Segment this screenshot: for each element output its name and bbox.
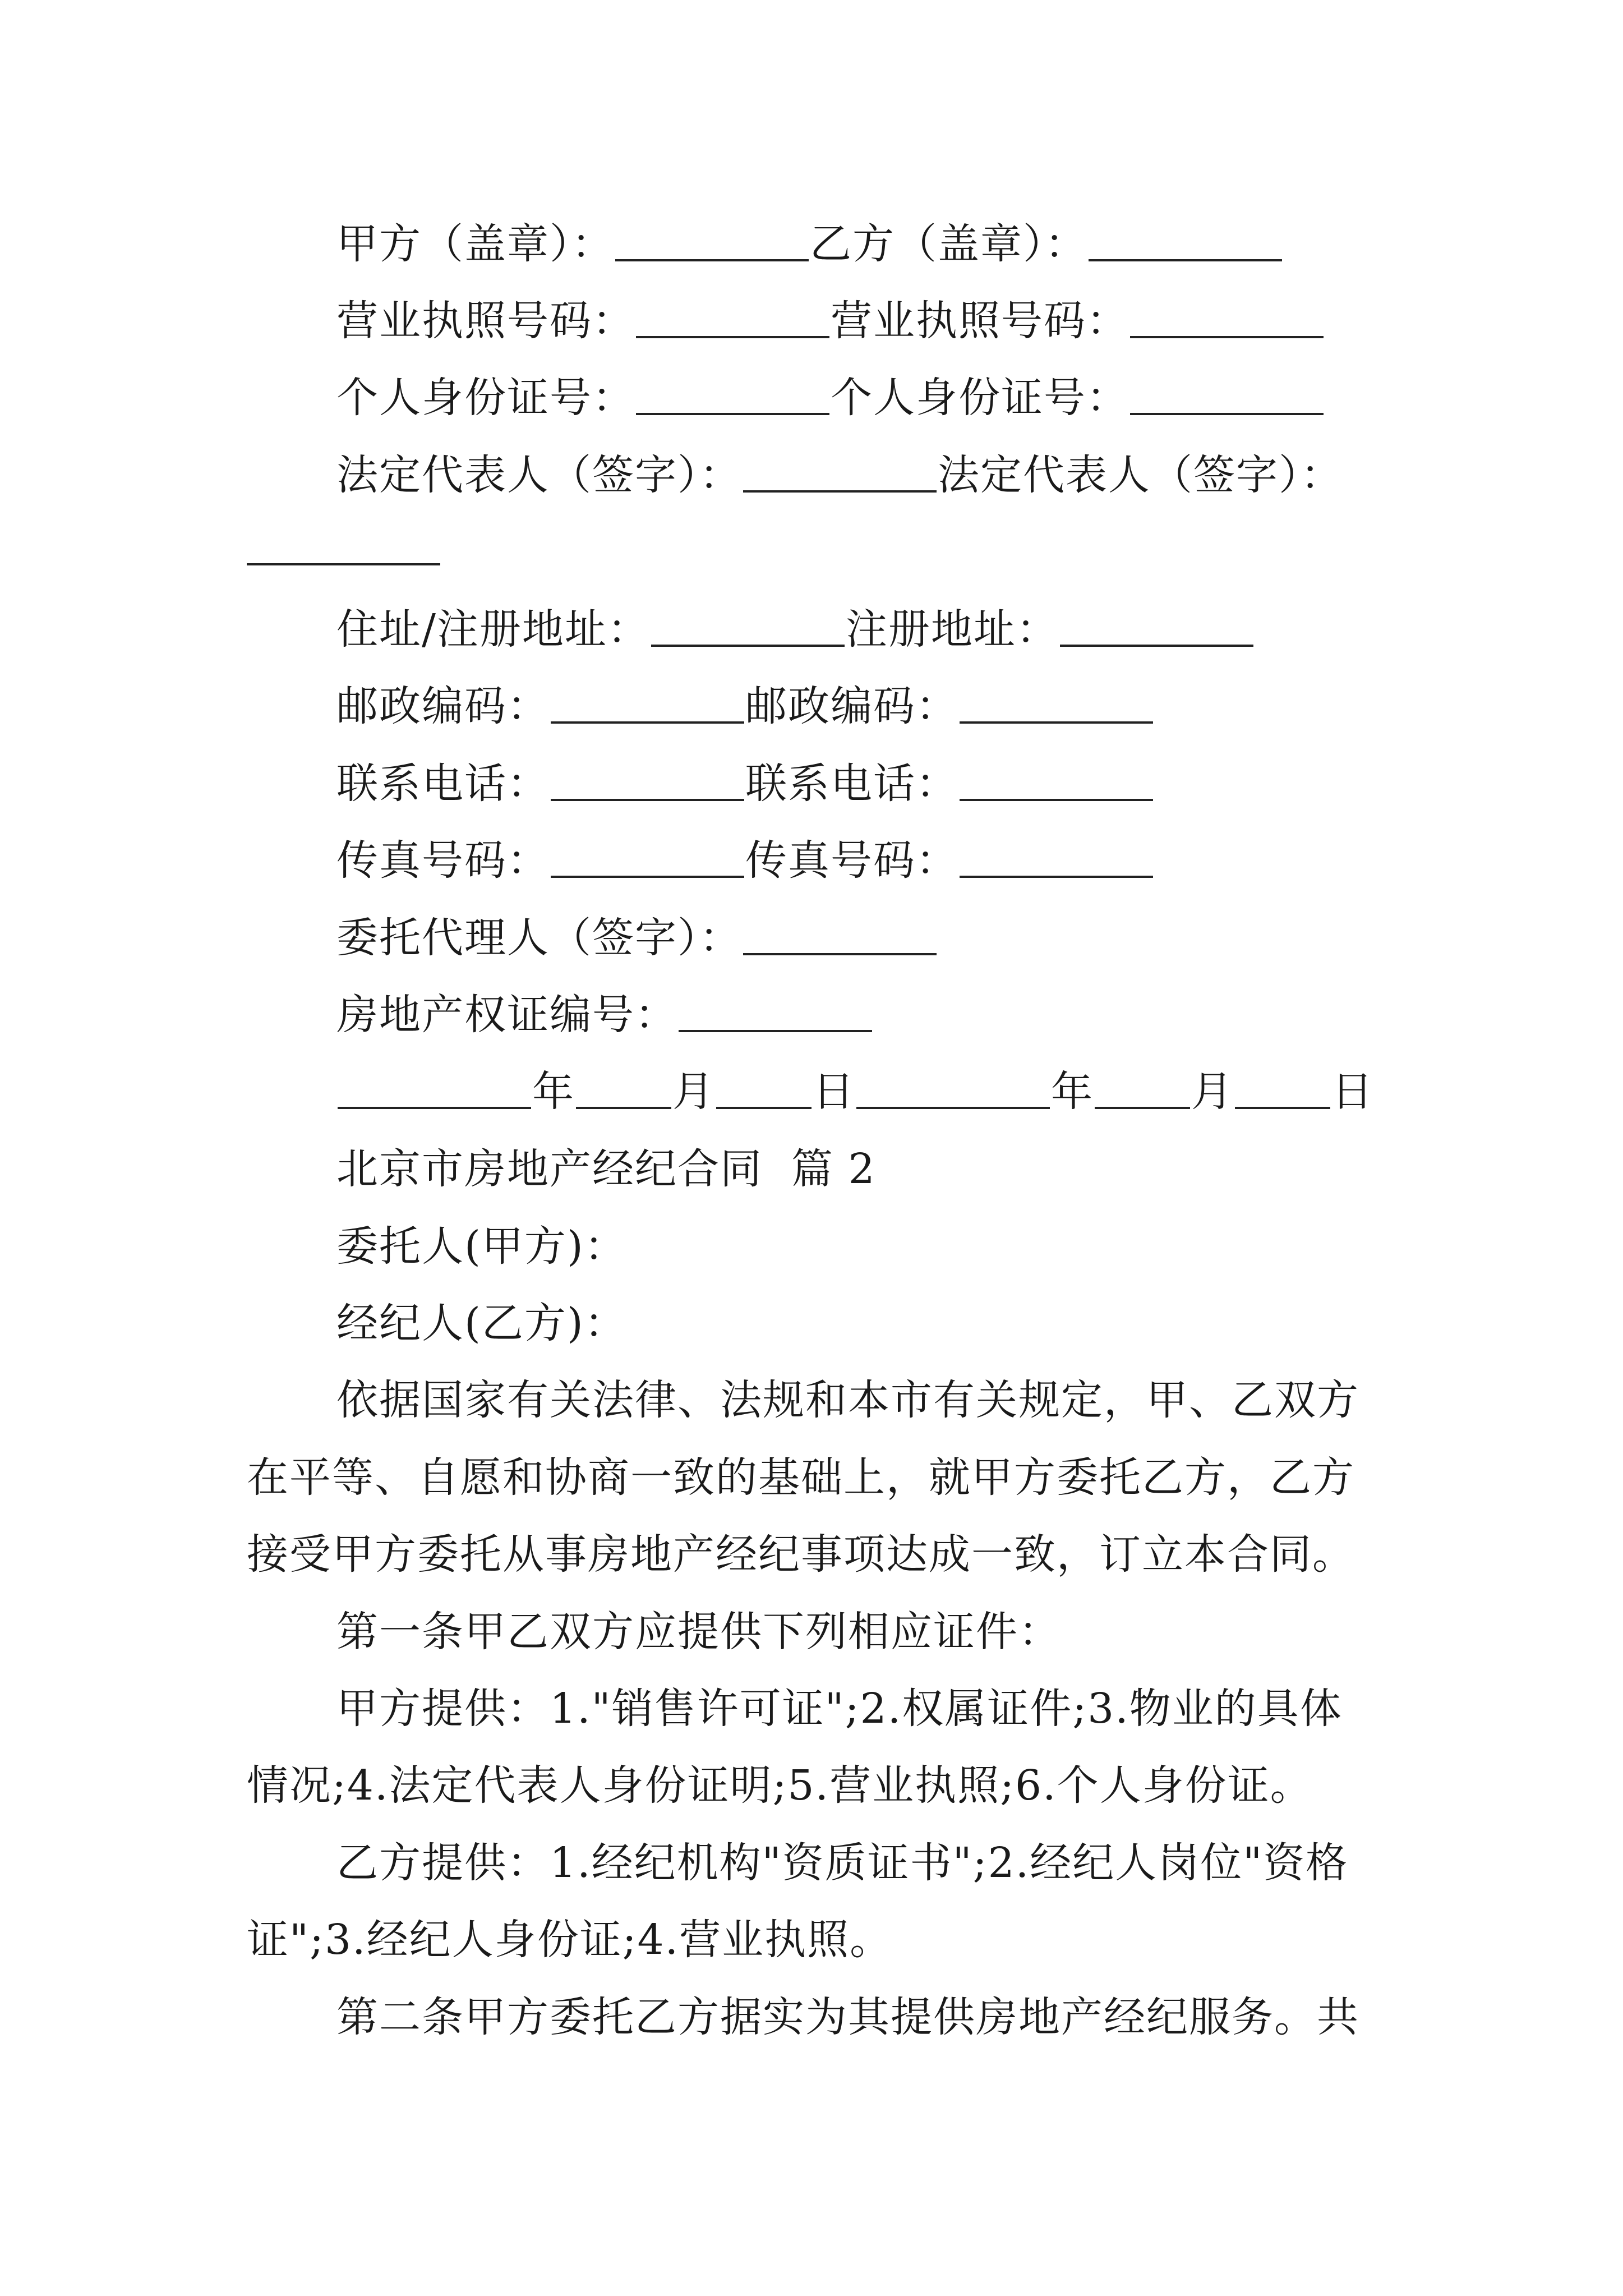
fill-blank-wrapped: [247, 563, 440, 565]
fill-blank: [1089, 259, 1282, 261]
month-label: 月: [672, 1068, 715, 1116]
year-label: 年: [1051, 1068, 1094, 1116]
fill-blank: [636, 336, 829, 338]
postcode-b-label: 邮政编码：: [745, 682, 958, 730]
fax-b-label: 传真号码：: [745, 836, 958, 885]
cert-no-label: 房地产权证编号：: [336, 991, 677, 1039]
fill-blank: [1095, 1107, 1190, 1109]
article-2-line: 第二条甲方委托乙方据实为其提供房地产经纪服务。共: [336, 1993, 1359, 2041]
cert-number-line: [336, 991, 873, 1039]
legal-rep-line: [336, 451, 1343, 499]
fill-blank: [576, 1107, 671, 1109]
fax-line: [336, 836, 1154, 885]
fill-blank: [716, 1107, 811, 1109]
fill-blank: [551, 799, 744, 801]
fill-blank: [1060, 645, 1253, 647]
intro-line-1: 依据国家有关法律、法规和本市有关规定，甲、乙双方: [336, 1376, 1359, 1424]
id-number-line: [336, 374, 1325, 422]
fill-blank: [636, 413, 829, 415]
agent-line: [336, 914, 938, 962]
phone-b-label: 联系电话：: [745, 760, 958, 808]
month-label: 月: [1191, 1068, 1234, 1116]
fax-a-label: 传真号码：: [336, 836, 550, 885]
fill-blank: [338, 1107, 531, 1109]
address-line: [336, 605, 1255, 654]
date-line: [336, 1068, 1374, 1116]
article-1-party-b-line-2: 证";3.经纪人身份证;4.营业执照。: [247, 1916, 893, 1964]
postcode-line: [336, 682, 1154, 730]
fill-blank: [551, 721, 744, 724]
fill-blank: [960, 721, 1153, 724]
phone-line: [336, 760, 1154, 808]
license-no-b-label: 营业执照号码：: [831, 297, 1129, 345]
party-b-seal-label: 乙方（盖章）：: [810, 220, 1087, 268]
fill-blank: [743, 490, 937, 493]
fill-blank: [960, 876, 1153, 878]
fill-blank: [743, 953, 937, 955]
address-b-label: 注册地址：: [845, 605, 1059, 654]
fill-blank: [1130, 336, 1324, 338]
legal-rep-b-label: 法定代表人（签字）：: [938, 451, 1343, 499]
legal-rep-a-label: 法定代表人（签字）：: [336, 451, 742, 499]
party-seal-line: [336, 220, 1283, 268]
license-no-a-label: 营业执照号码：: [336, 297, 635, 345]
fill-blank: [651, 645, 845, 647]
article-1-heading: 第一条甲乙双方应提供下列相应证件：: [336, 1608, 1061, 1656]
fill-blank: [679, 1030, 872, 1032]
fill-blank: [615, 259, 809, 261]
agent-label: 委托代理人（签字）：: [336, 914, 742, 962]
fill-blank: [1235, 1107, 1330, 1109]
id-no-b-label: 个人身份证号：: [831, 374, 1129, 422]
license-number-line: [336, 297, 1325, 345]
client-line: 委托人(甲方)：: [336, 1222, 627, 1271]
id-no-a-label: 个人身份证号：: [336, 374, 635, 422]
fill-blank: [960, 799, 1153, 801]
article-1-party-b-line-1: 乙方提供：1.经纪机构"资质证书";2.经纪人岗位"资格: [336, 1839, 1349, 1887]
year-label: 年: [532, 1068, 575, 1116]
fill-blank: [551, 876, 744, 878]
day-label: 日: [813, 1068, 855, 1116]
intro-line-2: 在平等、自愿和协商一致的基础上，就甲方委托乙方，乙方: [247, 1453, 1355, 1502]
fill-blank: [1130, 413, 1324, 415]
section-title: 北京市房地产经纪合同 篇 2: [336, 1145, 876, 1193]
article-1-party-a-line-2: 情况;4.法定代表人身份证明;5.营业执照;6.个人身份证。: [247, 1761, 1313, 1810]
party-a-seal-label: 甲方（盖章）：: [336, 220, 614, 268]
fill-blank: [856, 1107, 1050, 1109]
broker-line: 经纪人(乙方)：: [336, 1299, 627, 1347]
intro-line-3: 接受甲方委托从事房地产经纪事项达成一致，订立本合同。: [247, 1530, 1355, 1579]
address-a-label: 住址/注册地址：: [336, 605, 650, 654]
postcode-a-label: 邮政编码：: [336, 682, 550, 730]
day-label: 日: [1331, 1068, 1374, 1116]
phone-a-label: 联系电话：: [336, 760, 550, 808]
article-1-party-a-line-1: 甲方提供：1."销售许可证";2.权属证件;3.物业的具体: [336, 1685, 1343, 1733]
